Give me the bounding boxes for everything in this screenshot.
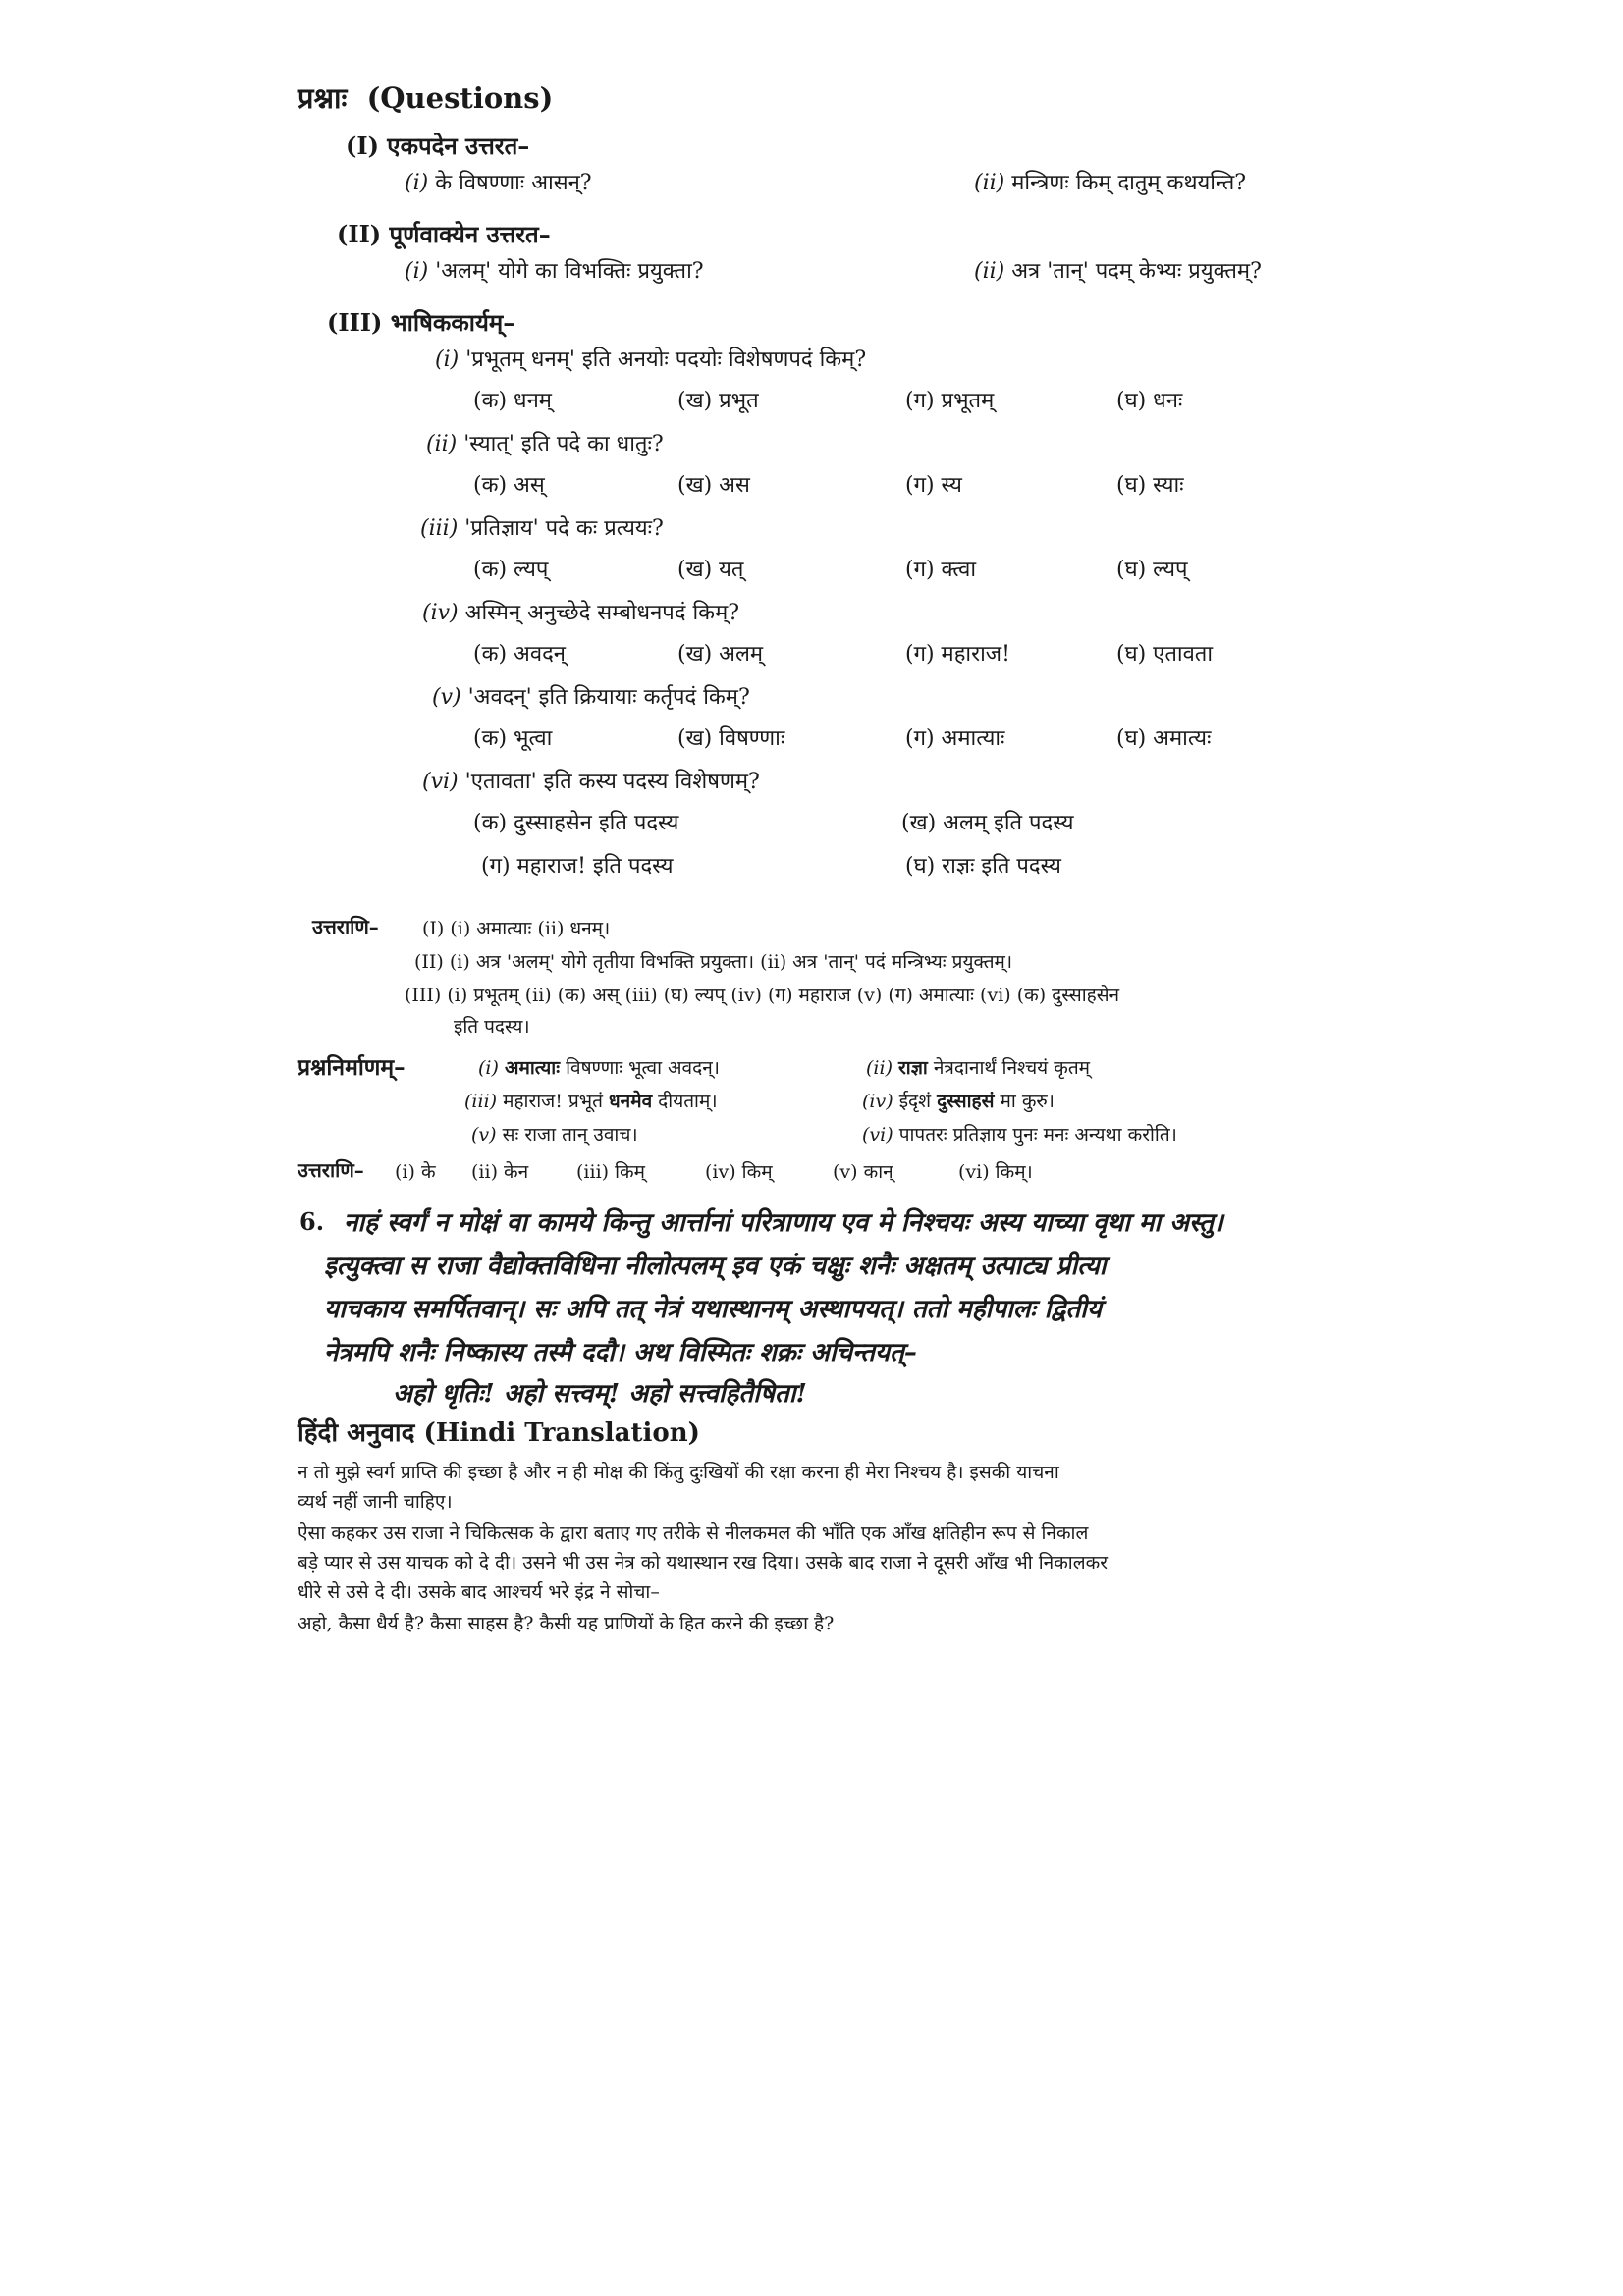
option-b: (ख) अलम् इति पदस्य: [901, 811, 1074, 835]
q-number: (ii): [974, 171, 1005, 195]
prashna-nirmanam-label: प्रश्ननिर्माणम्–: [298, 1054, 406, 1081]
q-text: 'एतावता' इति कस्य पदस्य विशेषणम्?: [464, 770, 760, 794]
pn-pre: महाराज! प्रभूतं: [503, 1091, 609, 1112]
answer2-item: (ii) केन: [471, 1161, 529, 1183]
option-b: (ख) विषण्णाः: [677, 726, 785, 751]
passage-line-2: इत्युक्त्वा स राजा वैद्योक्तविधिना नीलोत्पलम् इव एकं चक्षुः शनैः अक्षतम् उत्पाट्य प्रीत्या: [324, 1252, 1107, 1281]
passage-line-1: नाहं स्वर्गं न मोक्षं वा कामये किन्तु आर्त्तानां परित्राणाय एव मे निश्चयः अस्य याच्या वृथा मा अस्तु।: [344, 1208, 1223, 1238]
passage-number: 6.: [299, 1207, 325, 1236]
section-3-title: (III) भाषिककार्यम्–: [327, 308, 515, 337]
option-b: (ख) अस: [677, 473, 750, 498]
pn-number: (iii): [464, 1091, 498, 1112]
option-a: (क) अस्: [473, 473, 545, 498]
pn-item-3: [464, 1088, 718, 1113]
pn-bold: धनमेव: [608, 1091, 653, 1112]
pn-number: (vi): [862, 1124, 893, 1146]
q-number: (ii): [974, 259, 1005, 284]
pn-post: विषण्णाः भूत्वा अवदन्।: [560, 1057, 720, 1079]
pn-pre: ईदृशं: [898, 1091, 938, 1112]
q-text: 'अवदन्' इति क्रियायाः कर्तृपदं किम्?: [467, 685, 750, 710]
option-c: (ग) स्य: [905, 473, 962, 498]
q-number: (i): [405, 171, 429, 195]
passage-line-3: याचकाय समर्पितवान्। सः अपि तत् नेत्रं यथास्थानम् अस्थापयत्। ततो महीपालः द्वितीयं: [324, 1295, 1102, 1324]
q-number: (v): [432, 685, 461, 710]
q-text: 'प्रभूतम् धनम्' इति अनयोः पदयोः विशेषणपदं किम्?: [465, 347, 867, 372]
pn-post: मा कुरु।: [994, 1091, 1055, 1112]
answer2-item: (vi) किम्।: [958, 1161, 1033, 1183]
pn-pre: सः राजा तान् उवाच।: [502, 1124, 638, 1146]
hindi-line-5: धीरे से उसे दे दी। उसके बाद आश्चर्य भरे इंद्र ने सोचा–: [298, 1581, 660, 1603]
passage-line-4: नेत्रमपि शनैः निष्कास्य तस्मै ददौ। अथ विस्मितः शक्रः अचिन्तयत्–: [324, 1338, 917, 1367]
option-a: (क) दुस्साहसेन इति पदस्य: [473, 811, 679, 835]
section-1-q2: [974, 167, 1246, 196]
q-text: अस्मिन् अनुच्छेदे सम्बोधनपदं किम्?: [464, 601, 740, 625]
option-c: (ग) अमात्याः: [905, 726, 1005, 751]
q-number: (i): [405, 259, 429, 284]
q-number: (iv): [422, 601, 459, 625]
hindi-line-6: अहो, कैसा धैर्य है? कैसा साहस है? कैसी यह प्राणियों के हित करने की इच्छा है?: [298, 1613, 835, 1634]
option-d: (घ) धनः: [1116, 389, 1183, 413]
pn-bold: राज्ञा: [898, 1057, 928, 1079]
questions-heading-sanskrit: प्रश्नाः: [298, 81, 348, 115]
section-2-q2: [974, 255, 1262, 285]
option-c: (ग) प्रभूतम्: [905, 389, 995, 413]
hindi-line-4: बड़े प्यार से उस याचक को दे दी। उसने भी उस नेत्र को यथास्थान रख दिया। उसके बाद राजा ने दूसरी आँख भी निकालकर: [298, 1552, 1108, 1574]
section-1-title: (I) एकपदेन उत्तरत–: [346, 132, 530, 160]
option-d: (घ) स्याः: [1116, 473, 1184, 498]
hindi-heading-hindi: हिंदी अनुवाद: [298, 1418, 415, 1448]
passage-line-5: अहो धृतिः! अहो सत्त्वम्! अहो सत्त्वहितैषिता!: [393, 1379, 807, 1409]
pn-number: (iv): [862, 1091, 893, 1112]
answer2-item: (v) कान्: [833, 1161, 893, 1183]
hindi-line-3: ऐसा कहकर उस राजा ने चिकित्सक के द्वारा बताए गए तरीके से नीलकमल की भाँति एक आँख क्षतिहीन रूप से निकाल: [298, 1522, 1089, 1544]
answer-line-1: (I) (i) अमात्याः (ii) धनम्।: [422, 918, 611, 939]
pn-item-5: [471, 1121, 638, 1147]
section-3-q2: [426, 428, 664, 457]
section-3-q4: [422, 597, 739, 626]
pn-item-1: [478, 1054, 720, 1080]
answer2-item: (i) के: [395, 1161, 436, 1183]
hindi-line-2: व्यर्थ नहीं जानी चाहिए।: [298, 1491, 453, 1513]
answer2-item: (iii) किम्: [576, 1161, 645, 1183]
answers-label: उत्तराणि–: [312, 915, 379, 938]
pn-item-2: [866, 1054, 1090, 1080]
q-text: 'अलम्' योगे का विभक्तिः प्रयुक्ता?: [435, 259, 704, 284]
q-text: के विषण्णाः आसन्?: [435, 171, 592, 195]
answers2-label: उत्तराणि–: [298, 1158, 364, 1182]
option-d: (घ) एतावता: [1116, 642, 1214, 667]
option-a: (क) ल्यप्: [473, 558, 549, 582]
section-3-q3: [420, 512, 664, 542]
option-b: (ख) यत्: [677, 558, 744, 582]
answer-line-3: (III) (i) प्रभूतम् (ii) (क) अस् (iii) (घ) ल्यप् (iv) (ग) महाराज (v) (ग) अमात्याः (vi) (क) दुस्साहसेन: [405, 985, 1120, 1006]
q-number: (vi): [422, 770, 459, 794]
section-1-q1: [405, 167, 592, 196]
q-text: 'स्यात्' इति पदे का धातुः?: [463, 432, 664, 456]
q-text: 'प्रतिज्ञाय' पदे कः प्रत्ययः?: [464, 516, 664, 541]
pn-number: (ii): [866, 1057, 893, 1079]
pn-number: (v): [471, 1124, 497, 1146]
option-a: (क) भूत्वा: [473, 726, 553, 751]
q-text: अत्र 'तान्' पदम् केभ्यः प्रयुक्तम्?: [1011, 259, 1262, 284]
pn-item-6: [862, 1121, 1177, 1147]
pn-post: दीयताम्।: [652, 1091, 718, 1112]
pn-post: नेत्रदानार्थं निश्चयं कृतम्: [927, 1057, 1091, 1079]
answer-line-2: (II) (i) अत्र 'अलम्' योगे तृतीया विभक्ति प्रयुक्ता। (ii) अत्र 'तान्' पदं मन्त्रिभ्यः प्रयुक्तम्।: [414, 951, 1013, 973]
option-c: (ग) महाराज! इति पदस्य: [481, 854, 674, 879]
option-c: (ग) क्त्वा: [905, 558, 977, 582]
questions-heading: [298, 79, 553, 117]
pn-bold: अमात्याः: [504, 1057, 561, 1079]
hindi-heading: [298, 1414, 700, 1449]
option-d: (घ) अमात्यः: [1116, 726, 1212, 751]
section-2-q1: [405, 255, 704, 285]
pn-pre: पापतरः प्रतिज्ञाय पुनः मनः अन्यथा करोति।: [898, 1124, 1177, 1146]
section-3-q5: [432, 681, 750, 711]
option-d: (घ) ल्यप्: [1116, 558, 1188, 582]
pn-number: (i): [478, 1057, 499, 1079]
questions-heading-english: (Questions): [366, 81, 554, 115]
q-number: (ii): [426, 432, 458, 456]
pn-bold: दुस्साहसं: [937, 1091, 995, 1112]
option-a: (क) धनम्: [473, 389, 552, 413]
hindi-line-1: न तो मुझे स्वर्ग प्राप्ति की इच्छा है और न ही मोक्ष की किंतु दुःखियों की रक्षा करना ही मेरा निश्चय है। इसकी याचना: [298, 1462, 1059, 1483]
option-a: (क) अवदन्: [473, 642, 566, 667]
option-b: (ख) अलम्: [677, 642, 764, 667]
section-2-title: (II) पूर्णवाक्येन उत्तरत–: [337, 220, 551, 248]
q-text: मन्त्रिणः किम् दातुम् कथयन्ति?: [1011, 171, 1247, 195]
section-3-q1: [435, 344, 866, 373]
answer-line-4: इति पदस्य।: [454, 1016, 530, 1038]
option-d: (घ) राज्ञः इति पदस्य: [905, 854, 1061, 879]
pn-item-4: [862, 1088, 1055, 1113]
hindi-heading-english: (Hindi Translation): [423, 1418, 700, 1448]
answer2-item: (iv) किम्: [705, 1161, 773, 1183]
section-3-q6: [422, 766, 760, 795]
option-b: (ख) प्रभूत: [677, 389, 759, 413]
q-number: (iii): [420, 516, 459, 541]
option-c: (ग) महाराज!: [905, 642, 1010, 667]
q-number: (i): [435, 347, 460, 372]
